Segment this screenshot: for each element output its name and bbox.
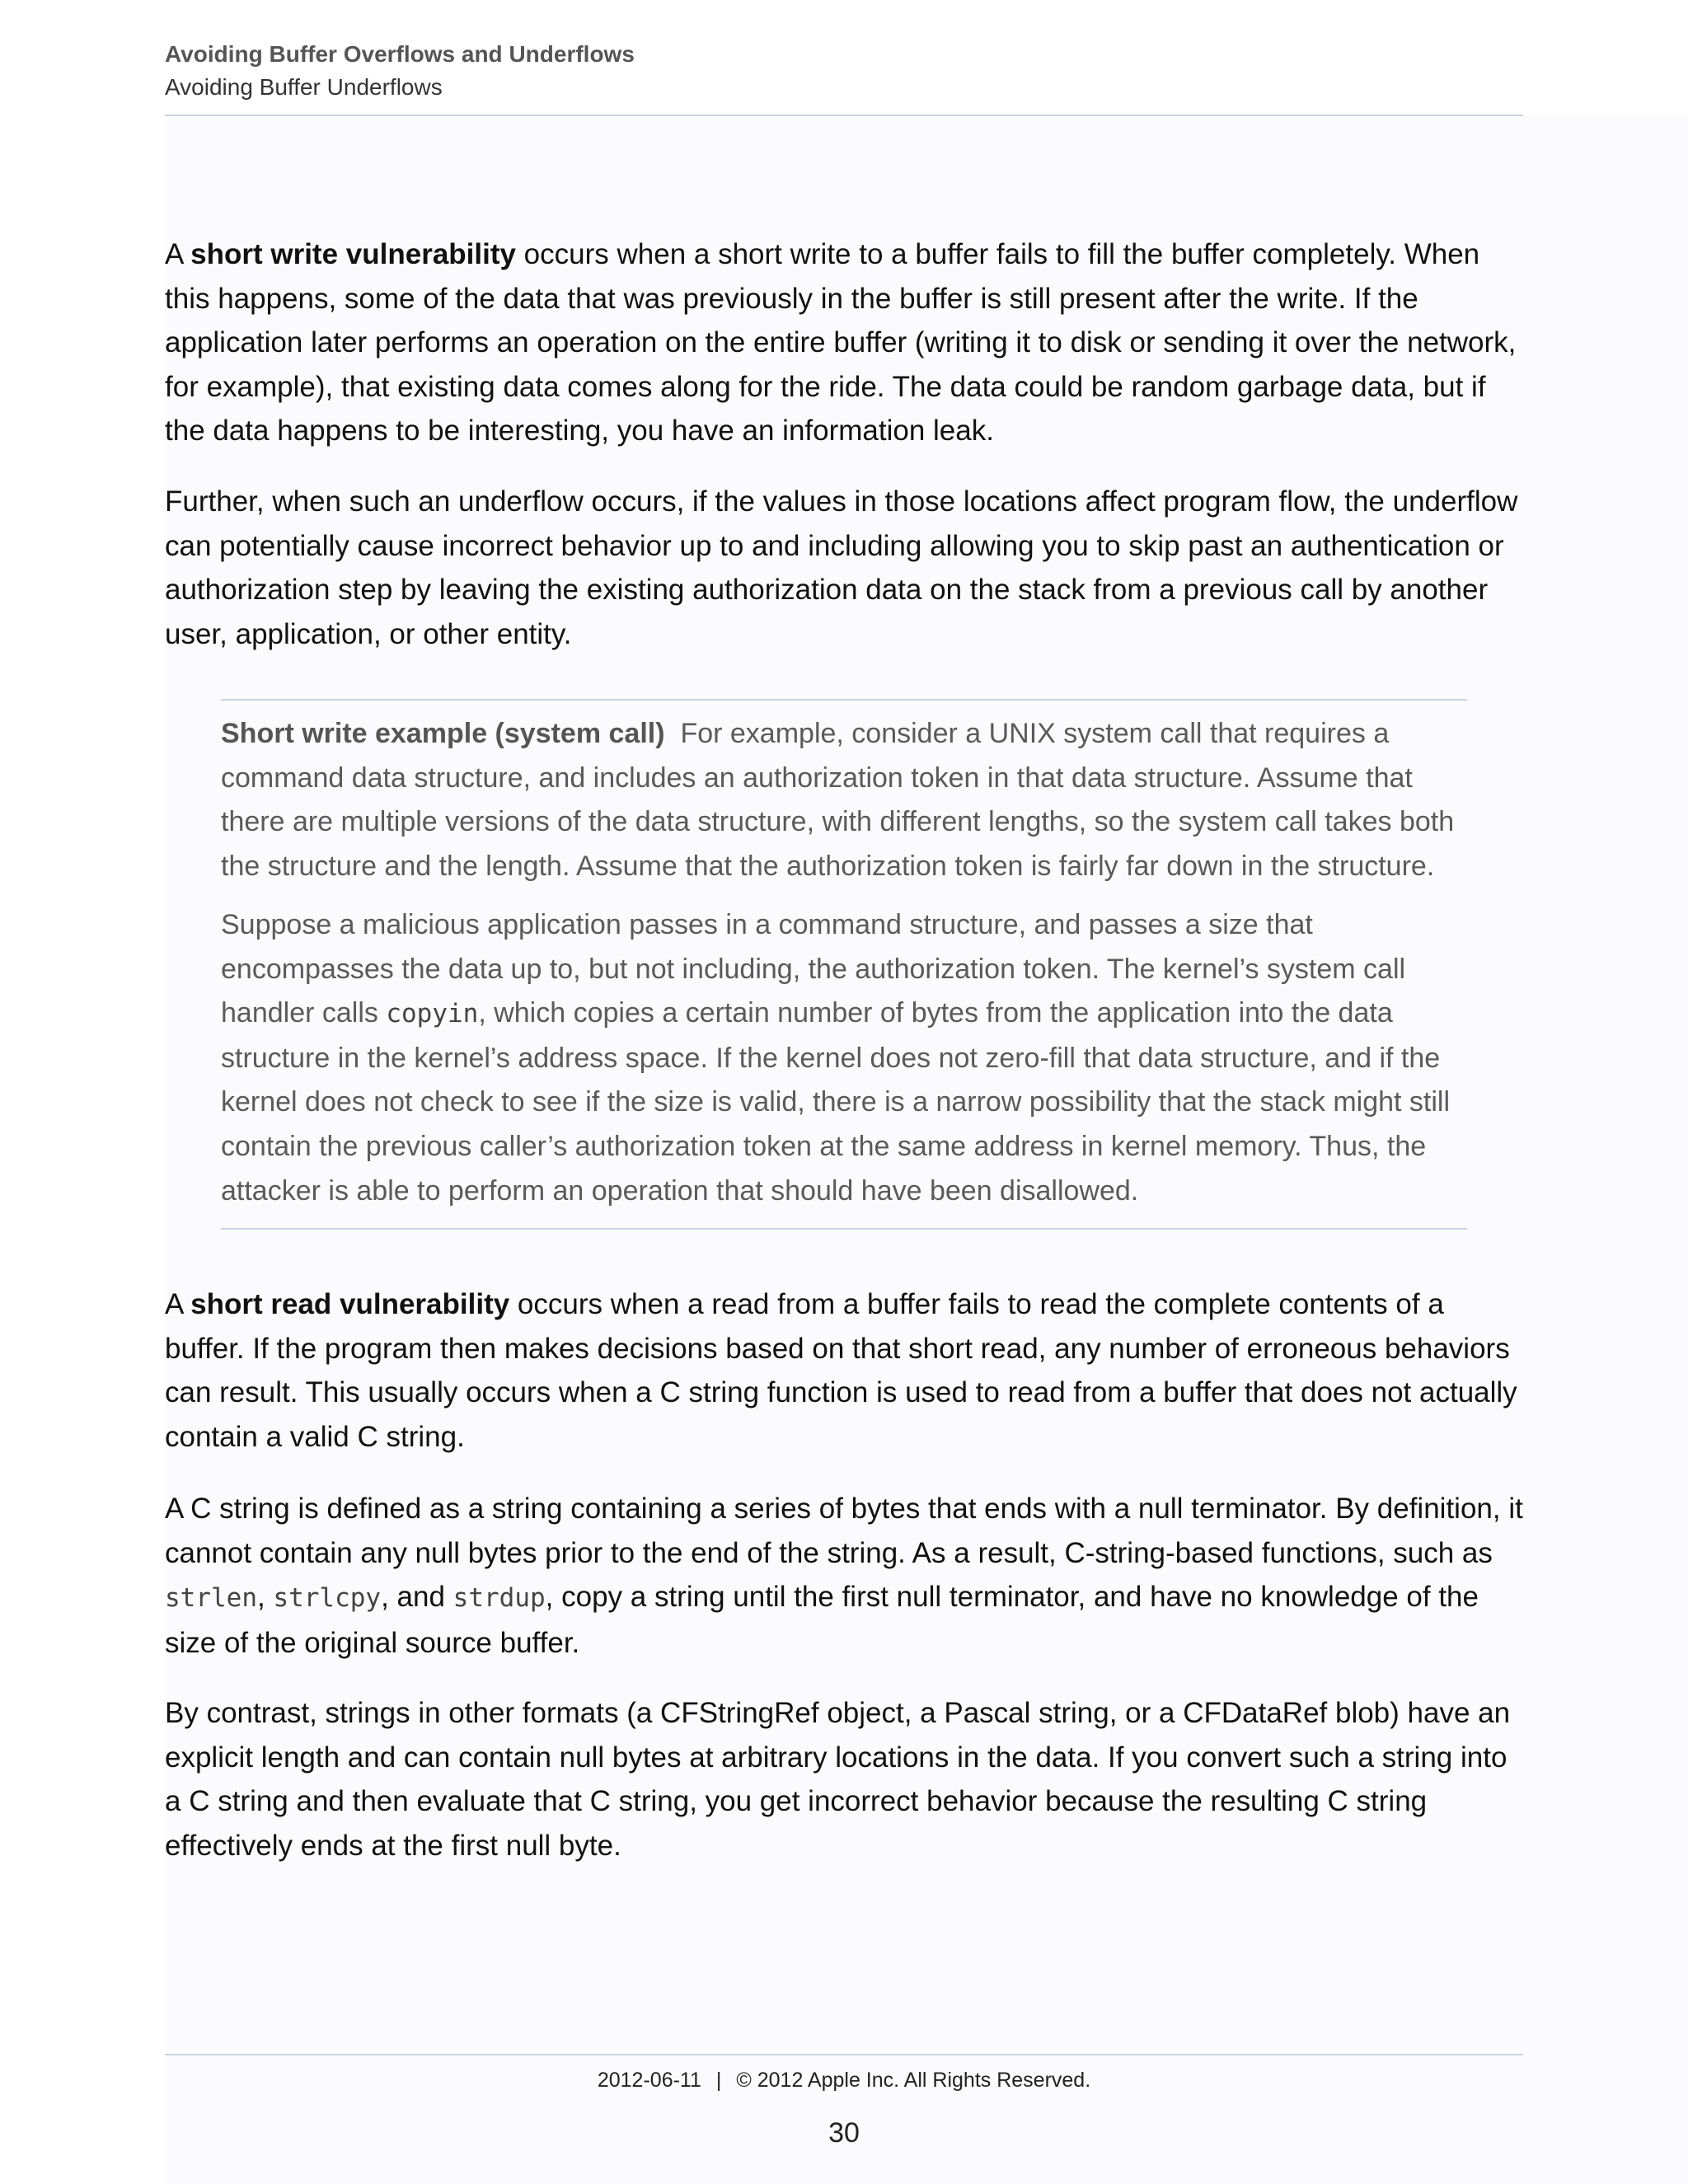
code-strlcpy: strlcpy	[273, 1583, 382, 1614]
code-strlen: strlen	[165, 1583, 257, 1614]
paragraph-c-string	[165, 1487, 1523, 1665]
note-text: Suppose a malicious application passes in a command structure, and passes a size that encompasses the data up to, but not including, the authorization token. The kernel’s system call handler calls	[221, 909, 1406, 1029]
footer-separator: |	[715, 2069, 722, 2092]
page-footer	[165, 2065, 1523, 2095]
paragraph-text: A C string is defined as a string containing a series of bytes that ends with a null terminator. By definition, it cannot contain any null bytes prior to the end of the string. As a result, C-string-based functions, such as	[165, 1493, 1523, 1569]
paragraph-short-write	[165, 232, 1523, 453]
page-number: 30	[828, 2117, 860, 2149]
footer-copyright: © 2012 Apple Inc. All Rights Reserved.	[736, 2069, 1091, 2092]
paragraph-text: , copy a string until the first null terminator, and have no knowledge of the size of the original source buffer.	[165, 1581, 1479, 1659]
note-text: For example, consider a UNIX system call that requires a command data structure, and includes an authorization token in that data structure. Assume that there are multiple versions of the data structure, with different lengths, so the system call takes both the structure and the length. Assume that the authorization token is fairly far down in the structure.	[221, 718, 1455, 882]
footer-date: 2012-06-11	[597, 2069, 701, 2092]
note-paragraph-2	[221, 903, 1467, 1213]
header-divider	[165, 115, 1523, 116]
separator: ,	[256, 1581, 274, 1614]
term-short-write-vulnerability: short write vulnerability	[190, 238, 516, 270]
note-label: Short write example (system call)	[221, 718, 665, 749]
separator: , and	[381, 1581, 453, 1614]
code-copyin: copyin	[386, 999, 479, 1029]
footer-divider	[165, 2054, 1523, 2055]
paragraph-intro: A	[165, 1288, 191, 1320]
note-top-divider	[221, 699, 1467, 701]
code-strdup: strdup	[452, 1583, 546, 1614]
note-paragraph-1	[221, 712, 1467, 888]
paragraph-intro: A	[165, 238, 191, 270]
paragraph-text: occurs when a short write to a buffer fails to fill the buffer completely. When this happens, some of the data that was previously in the buffer is still present after the write. If the application later performs an operation on the entire buffer (writing it to disk or sending it over the network, for example), that existing data comes along for the ride. The data could be random garbage data, but if the data happens to be interesting, you have an information leak.	[165, 238, 1517, 448]
paragraph-other-formats: By contrast, strings in other formats (a CFStringRef object, a Pascal string, or a CFDataRef blob) have an explicit length and can contain null bytes at arbitrary locations in the data. If you convert such a string into a C string and then evaluate that C string, you get incorrect behavior because the resulting C string effectively ends at the first null byte.	[165, 1697, 1511, 1862]
page-header	[165, 38, 1523, 104]
paragraph-short-read	[165, 1282, 1523, 1459]
paragraph-underflow-effects: Further, when such an underflow occurs, if the values in those locations affect program flow, the underflow can potentially cause incorrect behavior up to and including allowing you to skip past an authentication or authorization step by leaving the existing authorization data on the stack from a previous call by another user, application, or other entity.	[165, 485, 1518, 650]
note-text: , which copies a certain number of bytes from the application into the data structure in the kernel’s address space. If the kernel does not zero-fill that data structure, and if the kernel does not check to see if the size is valid, there is a narrow possibility that the stack might still contain the previous caller’s authorization token at the same address in kernel memory. Thus, the attacker is able to perform an operation that should have been disallowed.	[221, 997, 1451, 1207]
paragraph-text: occurs when a read from a buffer fails to read the complete contents of a buffer. If the program then makes decisions based on that short read, any number of erroneous behaviors can result. This usually occurs when a C string function is used to read from a buffer that does not actually contain a valid C string.	[165, 1288, 1517, 1453]
term-short-read-vulnerability: short read vulnerability	[190, 1288, 510, 1320]
section-title: Avoiding Buffer Underflows	[165, 74, 443, 100]
note-bottom-divider	[221, 1228, 1467, 1230]
chapter-title: Avoiding Buffer Overflows and Underflows	[165, 41, 635, 67]
